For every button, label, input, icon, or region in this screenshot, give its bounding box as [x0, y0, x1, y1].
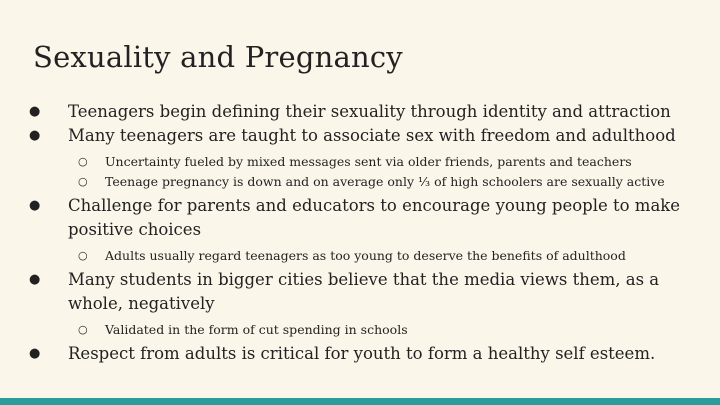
sub-bullet-item [27, 320, 697, 339]
bullet-item [27, 100, 697, 124]
bullet-icon: ● [29, 104, 41, 119]
sub-bullet-icon: ○ [78, 323, 88, 336]
sub-bullet-text: Validated in the form of cut spending in schools [105, 322, 408, 337]
sub-bullet-item [27, 172, 697, 191]
bullet-text: Teenagers begin defining their sexuality through identity and attraction [68, 102, 671, 121]
slide-title: Sexuality and Pregnancy [33, 40, 403, 74]
bullet-icon: ● [29, 272, 41, 287]
sub-bullet-text: Teenage pregnancy is down and on average only ⅓ of high schoolers are sexually active [105, 174, 665, 189]
sub-bullet-item [27, 152, 697, 171]
bullet-list [27, 100, 697, 366]
sub-bullet-text: Adults usually regard teenagers as too young to deserve the benefits of adulthood [105, 248, 626, 263]
bullet-icon: ● [29, 128, 41, 143]
bullet-icon: ● [29, 346, 41, 361]
sub-bullet-icon: ○ [78, 175, 88, 188]
sub-bullet-text: Uncertainty fueled by mixed messages sent via older friends, parents and teachers [105, 154, 632, 169]
bullet-item [27, 268, 697, 316]
bullet-item [27, 342, 697, 366]
footer-accent-bar [0, 398, 720, 405]
sub-bullet-item [27, 246, 697, 265]
sub-bullet-icon: ○ [78, 155, 88, 168]
bullet-item [27, 194, 697, 242]
bullet-text: Challenge for parents and educators to encourage young people to make positive choices [68, 196, 681, 239]
bullet-item [27, 124, 697, 148]
bullet-text: Many teenagers are taught to associate sex with freedom and adulthood [68, 126, 676, 145]
bullet-icon: ● [29, 198, 41, 213]
bullet-text: Respect from adults is critical for youth to form a healthy self esteem. [68, 344, 656, 363]
bullet-text: Many students in bigger cities believe that the media views them, as a whole, negatively [68, 270, 660, 313]
sub-bullet-icon: ○ [78, 249, 88, 262]
